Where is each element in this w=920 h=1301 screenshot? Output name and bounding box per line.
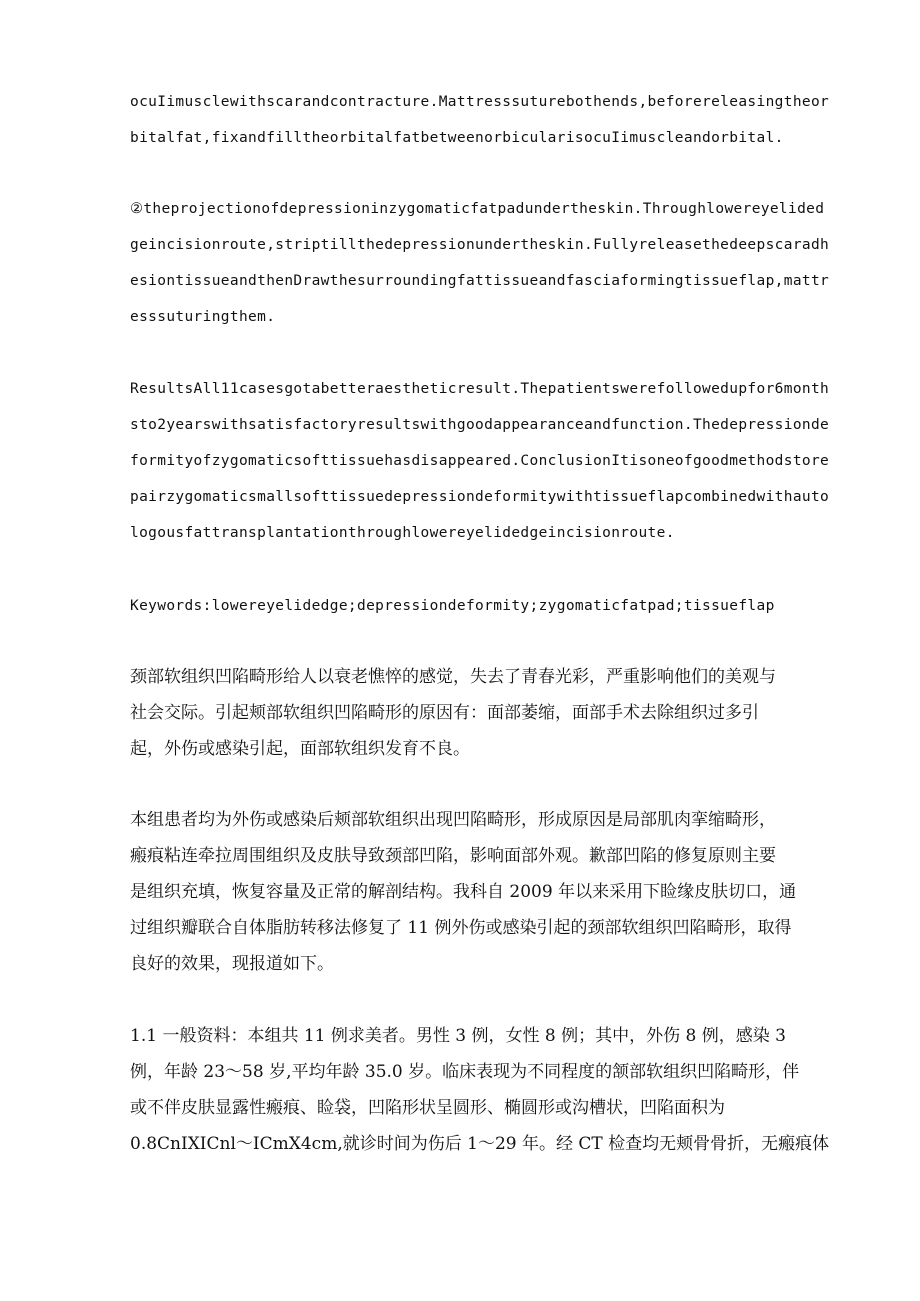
text-line: bitalfat,fixandfilltheorbitalfatbetweenorbicularisocuIimuscleandorbital. (130, 130, 784, 146)
text-line: pairzygomaticsmallsofttissuedepressiondeformitywithtissueflapcombinedwithauto (130, 489, 830, 505)
paragraph-method-2 (130, 191, 830, 335)
text-line: 或不伴皮肤显露性瘢痕、睑袋，凹陷形状呈圆形、椭圆形或沟槽状，凹陷面积为 (130, 1098, 725, 1118)
paragraph-results (130, 371, 830, 551)
paragraph-keywords (130, 588, 790, 624)
paragraph-method-1-cont (130, 84, 830, 156)
text-line: 社会交际。引起颊部软组织凹陷畸形的原因有：面部萎缩，面部手术去除组织过多引 (130, 703, 759, 723)
text-line: 起，外伤或感染引起，面部软组织发育不良。 (130, 739, 470, 759)
text-line: 例，年龄 23～58 岁,平均年龄 35.0 岁。临床表现为不同程度的颔部软组织凹陷畸形，伴 (130, 1062, 800, 1082)
text-line: logousfattransplantationthroughlowereyelidedgeincisionroute. (130, 525, 675, 541)
text-line: esssuturingthem. (130, 309, 276, 325)
paragraph-intro-1 (130, 659, 790, 767)
paragraph-general-data (130, 1018, 830, 1162)
text-line: esiontissueandthenDrawthesurroundingfattissueandfasciaformingtissueflap,mattr (130, 273, 830, 289)
paragraph-intro-2 (130, 802, 797, 982)
text-line: 颈部软组织凹陷畸形给人以衰老憔悴的感觉，失去了青春光彩，严重影响他们的美观与 (130, 667, 776, 687)
text-line: 0.8CnIXICnl～ICmX4cm,就诊时间为伤后 1～29 年。经 CT 检查均无颊骨骨折，无瘢痕体 (130, 1134, 830, 1154)
text-line: 本组患者均为外伤或感染后颊部软组织出现凹陷畸形，形成原因是局部肌肉挛缩畸形， (130, 810, 776, 830)
text-line: 良好的效果，现报道如下。 (130, 954, 334, 974)
text-line: sto2yearswithsatisfactoryresultswithgoodappearanceandfunction.Thedepressionde (130, 417, 830, 433)
text-line: ②theprojectionofdepressioninzygomaticfatpadundertheskin.Throughlowereyelided (130, 201, 825, 217)
text-line: 过组织瓣联合自体脂肪转移法修复了 11 例外伤或感染引起的颈部软组织凹陷畸形，取得 (130, 918, 792, 938)
text-line: geincisionroute,striptillthedepressionundertheskin.Fullyreleasethedeepscaradh (130, 237, 830, 253)
text-line: ResultsAll11casesgotabetteraestheticresult.Thepatientswerefollowedupfor6month (130, 381, 830, 397)
keywords-line: Keywords:lowereyelidedge;depressiondeformity;zygomaticfatpad;tissueflap (130, 598, 775, 614)
text-line: 1.1 一般资料：本组共 11 例求美者。男性 3 例，女性 8 例；其中，外伤 8 例，感染 3 (130, 1026, 786, 1046)
text-line: 瘢痕粘连牵拉周围组织及皮肤导致颈部凹陷，影响面部外观。歉部凹陷的修复原则主要 (130, 846, 776, 866)
text-line: 是组织充填，恢复容量及正常的解剖结构。我科自 2009 年以来采用下睑缘皮肤切口，通 (130, 882, 797, 902)
text-line: formityofzygomaticsofttissuehasdisappeared.ConclusionItisoneofgoodmethodstore (130, 453, 830, 469)
text-line: ocuIimusclewithscarandcontracture.Mattresssuturebothends,beforereleasingtheor (130, 94, 830, 110)
